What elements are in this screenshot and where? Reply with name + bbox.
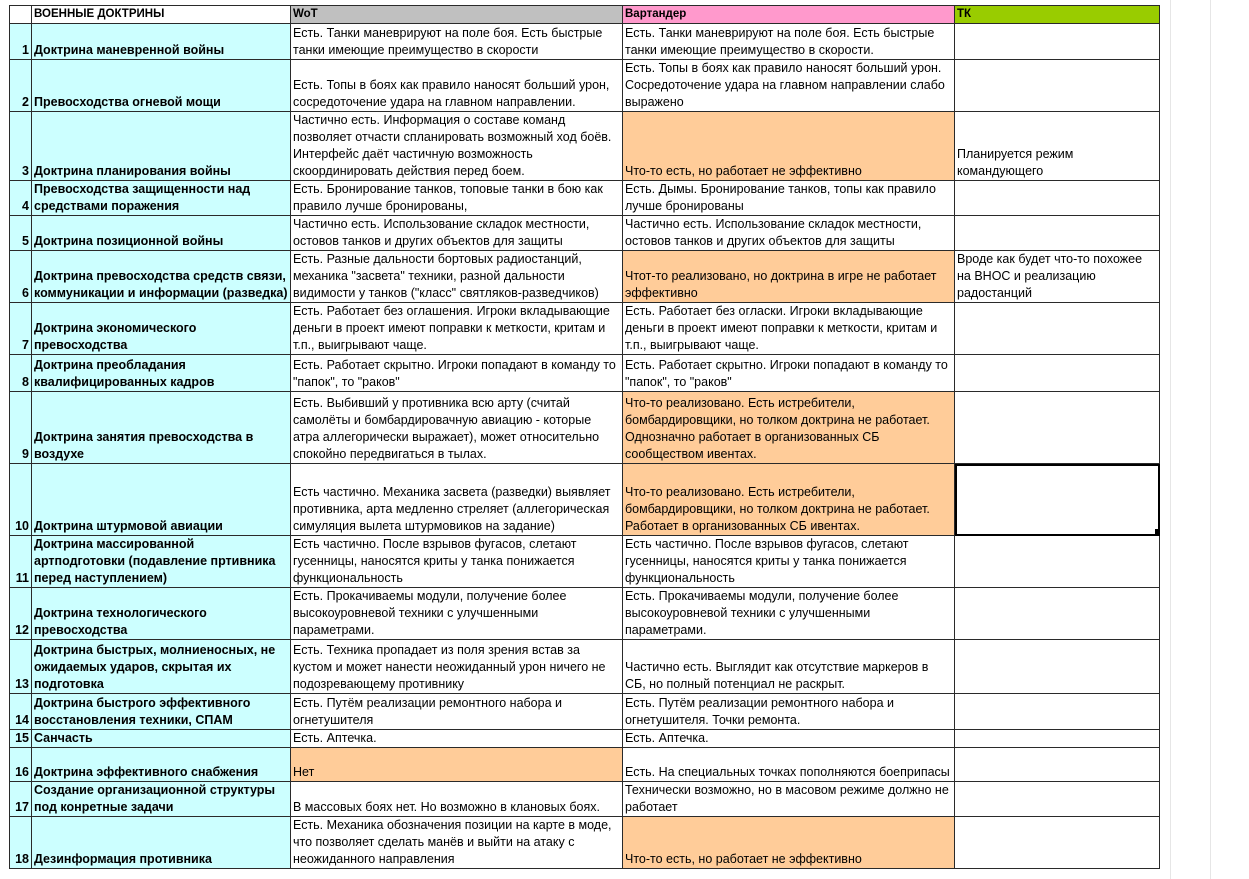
tk-cell[interactable]: [955, 748, 1160, 782]
wot-cell[interactable]: Есть. Техника пропадает из поля зрения встав за кустом и может нанести неожиданный урон ничего не подозревающему противнику: [291, 640, 623, 694]
wt-cell[interactable]: Есть. На специальных точках пополняются боеприпасы: [623, 748, 955, 782]
row-number[interactable]: 3: [10, 112, 32, 181]
wt-cell[interactable]: Есть. Топы в боях как правило наносят больший урон. Сосредоточение удара на главном направлении слабо выражено: [623, 60, 955, 112]
wt-cell[interactable]: Есть. Путём реализации ремонтного набора и огнетушителя. Точки ремонта.: [623, 694, 955, 730]
table-row: [10, 748, 1160, 782]
tk-cell[interactable]: [955, 303, 1160, 355]
wot-cell[interactable]: Есть. Топы в боях как правило наносят больший урон, сосредоточение удара на главном направлении.: [291, 60, 623, 112]
wt-cell[interactable]: Что-то реализовано. Есть истребители, бомбардировщики, но толком доктрина не работает. Однозначно работает в организованных СБ сообществом ивентах.: [623, 392, 955, 464]
tk-cell[interactable]: [955, 60, 1160, 112]
wt-cell[interactable]: Есть. Дымы. Бронирование танков, топы как правило лучше бронированы: [623, 181, 955, 216]
table-row: [10, 251, 1160, 303]
wt-cell[interactable]: Технически возможно, но в масовом режиме должно не работает: [623, 782, 955, 817]
row-number[interactable]: 18: [10, 817, 32, 869]
wot-cell[interactable]: В массовых боях нет. Но возможно в клановых боях.: [291, 782, 623, 817]
doctrine-name[interactable]: Доктрина технологического превосходства: [32, 588, 291, 640]
doctrine-name[interactable]: Доктрина быстрых, молниеносных, не ожидаемых ударов, скрытая их подготовка: [32, 640, 291, 694]
wot-cell[interactable]: Есть. Прокачиваемы модули, получение более высокоуровневой техники с улучшенными параметрами.: [291, 588, 623, 640]
table-row: [10, 60, 1160, 112]
gridline: [1210, 0, 1211, 879]
wot-cell[interactable]: Частично есть. Информация о составе команд позволяет отчасти спланировать возможный ход боёв. Интерфейс даёт частичную возможность скоординировать действия перед боем.: [291, 112, 623, 181]
gridline: [1170, 0, 1171, 879]
wt-cell[interactable]: Чтот-то реализовано, но доктрина в игре не работает эффективно: [623, 251, 955, 303]
row-number[interactable]: 6: [10, 251, 32, 303]
table-row: [10, 216, 1160, 251]
tk-cell[interactable]: [955, 181, 1160, 216]
tk-cell[interactable]: [955, 782, 1160, 817]
row-number[interactable]: 4: [10, 181, 32, 216]
table-row: [10, 588, 1160, 640]
row-number[interactable]: 12: [10, 588, 32, 640]
tk-cell[interactable]: [955, 216, 1160, 251]
doctrine-name[interactable]: Дезинформация противника: [32, 817, 291, 869]
wt-cell[interactable]: Частично есть. Использование складок местности, остовов танков и других объектов для защиты: [623, 216, 955, 251]
table-row: [10, 464, 1160, 536]
tk-cell[interactable]: [955, 694, 1160, 730]
row-number[interactable]: 13: [10, 640, 32, 694]
tk-cell[interactable]: [955, 817, 1160, 869]
tk-cell[interactable]: [955, 730, 1160, 748]
row-number[interactable]: 17: [10, 782, 32, 817]
wt-cell[interactable]: Есть. Танки маневрируют на поле боя. Есть быстрые танки имеющие преимущество в скорости.: [623, 24, 955, 60]
row-number[interactable]: 16: [10, 748, 32, 782]
doctrine-name[interactable]: Доктрина превосходства средств связи, коммуникации и информации (разведка): [32, 251, 291, 303]
tk-cell-selected[interactable]: [955, 464, 1160, 536]
doctrine-name[interactable]: Доктрина занятия превосходства в воздухе: [32, 392, 291, 464]
wot-cell[interactable]: Есть. Аптечка.: [291, 730, 623, 748]
table-row: [10, 355, 1160, 392]
doctrine-name[interactable]: Превосходства огневой мощи: [32, 60, 291, 112]
row-number[interactable]: 10: [10, 464, 32, 536]
header-row: [10, 6, 1160, 24]
wot-cell[interactable]: Есть. Работает без оглашения. Игроки вкладывающие деньги в проект имеют поправки к меткости, критам и т.п., выигрывают чаще.: [291, 303, 623, 355]
table-row: [10, 392, 1160, 464]
doctrine-name[interactable]: Санчасть: [32, 730, 291, 748]
row-number[interactable]: 9: [10, 392, 32, 464]
row-number[interactable]: 1: [10, 24, 32, 60]
doctrine-name[interactable]: Доктрина позиционной войны: [32, 216, 291, 251]
table-row: [10, 694, 1160, 730]
wot-cell[interactable]: Есть. Механика обозначения позиции на карте в моде, что позволяет сделать манёв и выйти на атаку с неожиданного направления: [291, 817, 623, 869]
wot-cell[interactable]: Есть частично. После взрывов фугасов, слетают гусенницы, наносятся криты у танка понижается функциональность: [291, 536, 623, 588]
tk-cell[interactable]: Вроде как будет что-то похожее на ВНОС и реализацию радостанций: [955, 251, 1160, 303]
doctrine-name[interactable]: Доктрина преобладания квалифицированных кадров: [32, 355, 291, 392]
doctrine-name[interactable]: Доктрина экономического превосходства: [32, 303, 291, 355]
tk-cell[interactable]: [955, 355, 1160, 392]
wot-cell[interactable]: Есть. Бронирование танков, топовые танки в бою как правило лучше бронированы,: [291, 181, 623, 216]
row-number[interactable]: 11: [10, 536, 32, 588]
row-number[interactable]: 15: [10, 730, 32, 748]
header-wot[interactable]: WoT: [291, 6, 623, 24]
table-row: [10, 782, 1160, 817]
wt-cell[interactable]: Есть. Работает без огласки. Игроки вкладывающие деньги в проект имеют поправки к меткости, критам и т.п., выигрывают чаще.: [623, 303, 955, 355]
tk-cell[interactable]: [955, 24, 1160, 60]
table-row: [10, 640, 1160, 694]
wt-cell[interactable]: Есть. Прокачиваемы модули, получение более высокоуровневой техники с улучшенными параметрами.: [623, 588, 955, 640]
tk-cell[interactable]: [955, 640, 1160, 694]
header-number-cell[interactable]: [10, 6, 32, 24]
wot-cell[interactable]: Есть. Путём реализации ремонтного набора и огнетушителя: [291, 694, 623, 730]
doctrine-name[interactable]: Доктрина быстрого эффективного восстановления техники, СПАМ: [32, 694, 291, 730]
wot-cell[interactable]: Есть. Танки маневрируют на поле боя. Есть быстрые танки имеющие преимущество в скорости: [291, 24, 623, 60]
row-number[interactable]: 8: [10, 355, 32, 392]
wot-cell[interactable]: Есть. Работает скрытно. Игроки попадают в команду то "папок", то "раков": [291, 355, 623, 392]
table-row: [10, 303, 1160, 355]
doctrine-name[interactable]: Доктрина массированной артподготовки (подавление пртивника перед наступлением): [32, 536, 291, 588]
header-warthunder[interactable]: Вартандер: [623, 6, 955, 24]
wt-cell[interactable]: Есть. Аптечка.: [623, 730, 955, 748]
wt-cell[interactable]: Что-то есть, но работает не эффективно: [623, 112, 955, 181]
row-number[interactable]: 2: [10, 60, 32, 112]
table-row: [10, 817, 1160, 869]
tk-cell[interactable]: [955, 588, 1160, 640]
table-row: [10, 24, 1160, 60]
wt-cell[interactable]: Что-то есть, но работает не эффективно: [623, 817, 955, 869]
wt-cell[interactable]: Есть. Работает скрытно. Игроки попадают в команду то "папок", то "раков": [623, 355, 955, 392]
wot-cell[interactable]: Есть. Разные дальности бортовых радиостанций, механика "засвета" техники, разной дальности видимости у танков ("класс" святляков-разведчиков): [291, 251, 623, 303]
selection-fill-handle[interactable]: [1155, 529, 1160, 534]
doctrine-name[interactable]: Доктрина маневренной войны: [32, 24, 291, 60]
doctrine-name[interactable]: Превосходства защищенности над средствами поражения: [32, 181, 291, 216]
table-row: [10, 181, 1160, 216]
row-number[interactable]: 14: [10, 694, 32, 730]
row-number[interactable]: 5: [10, 216, 32, 251]
row-number[interactable]: 7: [10, 303, 32, 355]
tk-cell[interactable]: [955, 536, 1160, 588]
doctrine-name[interactable]: Доктрина эффективного снабжения: [32, 748, 291, 782]
doctrine-name[interactable]: Создание организационной структуры под конретные задачи: [32, 782, 291, 817]
tk-cell[interactable]: Планируется режим командующего: [955, 112, 1160, 181]
wot-cell[interactable]: Частично есть. Использование складок местности, остовов танков и других объектов для защиты: [291, 216, 623, 251]
wt-cell[interactable]: Частично есть. Выглядит как отсутствие маркеров в СБ, но полный потенциал не раскрыт.: [623, 640, 955, 694]
doctrine-name[interactable]: Доктрина штурмовой авиации: [32, 464, 291, 536]
table-row: [10, 730, 1160, 748]
wt-cell[interactable]: Что-то реализовано. Есть истребители, бомбардировщики, но толком доктрина не работает. Работает в организованных СБ ивентах.: [623, 464, 955, 536]
wot-cell[interactable]: Есть. Выбивший у противника всю арту (считай самолёты и бомбардировачную авиацию - которые атра аллегорически выражает), может относительно спокойно передвигаться в тылах.: [291, 392, 623, 464]
doctrine-name[interactable]: Доктрина планирования войны: [32, 112, 291, 181]
tk-cell[interactable]: [955, 392, 1160, 464]
table-row: [10, 536, 1160, 588]
wot-cell[interactable]: Есть частично. Механика засвета (разведки) выявляет противника, арта медленно стреляет (аллегорическая симуляция вылета штурмовиков на задание): [291, 464, 623, 536]
spreadsheet-table: [9, 5, 1160, 869]
table-row: [10, 112, 1160, 181]
wot-cell[interactable]: Нет: [291, 748, 623, 782]
header-doctrines[interactable]: ВОЕННЫЕ ДОКТРИНЫ: [32, 6, 291, 24]
wt-cell[interactable]: Есть частично. После взрывов фугасов, слетают гусенницы, наносятся криты у танка понижается функциональность: [623, 536, 955, 588]
header-tk[interactable]: ТК: [955, 6, 1160, 24]
